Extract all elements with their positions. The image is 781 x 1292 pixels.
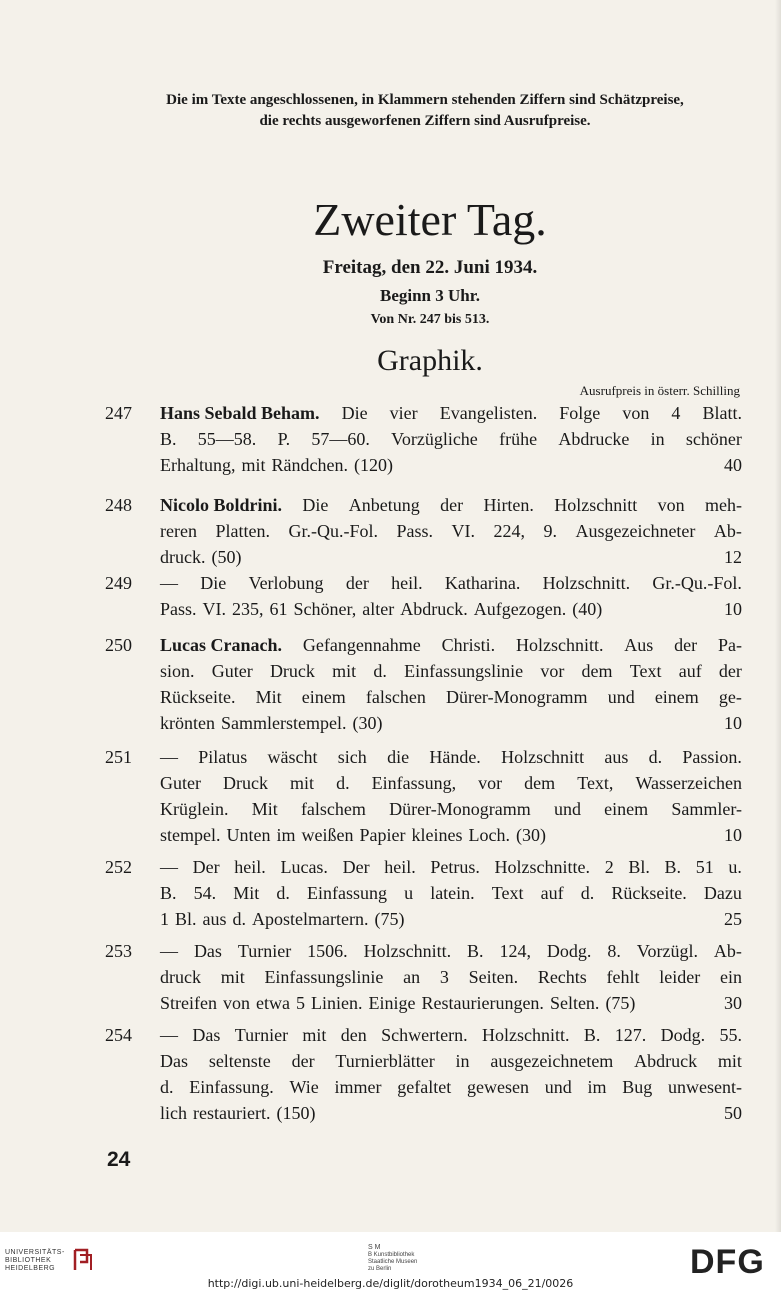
lot-text-line bbox=[160, 400, 742, 426]
lot-number: 249 bbox=[105, 573, 132, 593]
lot-starting-price: 25 bbox=[724, 909, 742, 929]
museum-logo-line: B Kunstbibliothek bbox=[368, 1252, 415, 1258]
lot-word: mit bbox=[220, 967, 245, 987]
lot-text-line bbox=[160, 518, 742, 544]
lot-word: Pa- bbox=[717, 635, 742, 655]
lot-word: Abdruck. bbox=[400, 599, 468, 619]
lot-word: VI. bbox=[202, 599, 227, 619]
lot-word: 5 bbox=[295, 993, 305, 1013]
lot-word: 55—58. bbox=[197, 429, 257, 449]
lot-word: — bbox=[160, 573, 178, 593]
lot-word: Aufgezogen. bbox=[473, 599, 567, 619]
lot-word: heil. bbox=[234, 857, 266, 877]
lot-description bbox=[160, 854, 742, 932]
lot-word: der bbox=[345, 573, 369, 593]
lot-number: 251 bbox=[105, 747, 132, 767]
lot-word: 61 bbox=[269, 599, 288, 619]
lot-word: Abdruck bbox=[634, 1051, 698, 1071]
lot-word: gefaltet bbox=[397, 1077, 452, 1097]
lot-word: seltenste bbox=[208, 1051, 271, 1071]
lot-word: Mit bbox=[255, 687, 282, 707]
lot-word: Holzschnitt bbox=[501, 747, 585, 767]
lot-word: (150) bbox=[276, 1103, 316, 1123]
header-note-line-2: die rechts ausgeworfenen Ziffern sind Ausrufpreise. bbox=[259, 113, 591, 129]
lot-word: 55. bbox=[719, 1025, 742, 1045]
header-note-line-1: Die im Texte angeschlossenen, in Klammern stehenden Ziffern sind Schätzpreise, bbox=[166, 92, 684, 108]
lot-word: restauriert. bbox=[193, 1103, 271, 1123]
lot-word: Lucas. bbox=[280, 857, 328, 877]
lot-word: und bbox=[544, 1077, 572, 1097]
auction-date: Freitag, den 22. Juni 1934. bbox=[322, 257, 538, 278]
lot-word: d. bbox=[373, 661, 387, 681]
lot-word: B. bbox=[160, 429, 177, 449]
lot-word: 9. bbox=[543, 521, 557, 541]
lot-text-line bbox=[160, 452, 742, 478]
lot-word: 224, bbox=[493, 521, 525, 541]
lot-text-line bbox=[160, 822, 742, 848]
lot-word: Einfassung, bbox=[371, 773, 457, 793]
lot-word: druck. bbox=[160, 547, 206, 567]
lot-word: Der bbox=[342, 857, 370, 877]
lot-word: Rechts bbox=[537, 967, 587, 987]
lot-word: falschem bbox=[300, 799, 366, 819]
lot-word: mit bbox=[717, 1051, 742, 1071]
lot-word: d. bbox=[232, 909, 247, 929]
lot-word: d. bbox=[276, 883, 290, 903]
lot-word: Einfassung bbox=[306, 883, 387, 903]
lot-text-line bbox=[160, 1022, 742, 1048]
lot-word: Sammlerstempel. bbox=[220, 713, 347, 733]
lot-word: ge- bbox=[718, 687, 742, 707]
lot-word: vier bbox=[389, 403, 418, 423]
lot-word: Rückseite. bbox=[160, 687, 236, 707]
lot-word: latein. bbox=[430, 883, 475, 903]
lot-word: Text bbox=[491, 883, 524, 903]
museum-logo[interactable] bbox=[368, 1244, 417, 1273]
lot-word: gewesen bbox=[466, 1077, 529, 1097]
lot-description bbox=[160, 632, 742, 736]
lot-word: falschen bbox=[365, 687, 426, 707]
lot-text-line bbox=[160, 710, 742, 736]
lot-word: Wasserzeichen bbox=[635, 773, 742, 793]
day-title: Zweiter Tag. bbox=[313, 194, 547, 245]
lot-word: B. bbox=[160, 883, 177, 903]
lot-word: Holzschnitte. bbox=[494, 857, 591, 877]
lot-text-line bbox=[160, 658, 742, 684]
lot-word: Hände. bbox=[429, 747, 481, 767]
lot-word: reren bbox=[160, 521, 197, 541]
page-edge-shadow bbox=[775, 0, 781, 1232]
lot-word: Holzschnitt. bbox=[515, 635, 604, 655]
lot-word: B. bbox=[583, 1025, 601, 1045]
lot-word: Turnier bbox=[237, 941, 292, 961]
lot-word: Loch. bbox=[468, 825, 510, 845]
lot-word: 51 bbox=[695, 857, 714, 877]
lot-word: den bbox=[340, 1025, 367, 1045]
lot-word: 8. bbox=[607, 941, 621, 961]
lot-description bbox=[160, 938, 742, 1016]
lot-word: 54. bbox=[193, 883, 217, 903]
lot-word: Einige bbox=[368, 993, 416, 1013]
lot-word: der bbox=[440, 495, 464, 515]
lot-word: in bbox=[650, 429, 665, 449]
lot-number: 248 bbox=[105, 495, 132, 515]
lot-word: Wie bbox=[289, 1077, 319, 1097]
lot-word: fehlt bbox=[606, 967, 640, 987]
lot-word: Apostelmartern. bbox=[252, 909, 369, 929]
lot-word: P. bbox=[277, 429, 291, 449]
lot-text-line bbox=[160, 492, 742, 518]
lot-word: ein bbox=[719, 967, 742, 987]
lot-word: 2 bbox=[604, 857, 614, 877]
lot-word: alter bbox=[362, 599, 395, 619]
permalink-url[interactable]: http://digi.ub.uni-heidelberg.de/diglit/dorotheum1934_06_21/0026 bbox=[207, 1277, 574, 1290]
museum-logo-line: zu Berlin bbox=[368, 1266, 392, 1272]
lot-word: Holzschnitt. bbox=[363, 941, 452, 961]
lot-word: der bbox=[291, 1051, 315, 1071]
lot-description bbox=[160, 400, 742, 478]
lot-word: mit bbox=[302, 1025, 327, 1045]
lot-word: u. bbox=[728, 857, 742, 877]
lot-number: 252 bbox=[105, 857, 132, 877]
lot-word: aus bbox=[604, 747, 629, 767]
lot-word: Sammler- bbox=[671, 799, 742, 819]
lot-text-line bbox=[160, 570, 742, 596]
lot-word: 235, bbox=[232, 599, 264, 619]
lot-word: Dodg. bbox=[546, 941, 592, 961]
lot-word: von bbox=[622, 403, 650, 423]
section-title: Graphik. bbox=[377, 344, 483, 377]
lot-word: d. bbox=[336, 773, 350, 793]
lot-word: Erhaltung, bbox=[160, 455, 236, 475]
lot-word: Gr.-Qu.-Fol. bbox=[652, 573, 742, 593]
lot-starting-price: 12 bbox=[724, 547, 742, 567]
lot-word: (75) bbox=[605, 993, 636, 1013]
lot-number: 247 bbox=[105, 403, 132, 423]
lot-word: Pass. bbox=[160, 599, 197, 619]
lot-word: (120) bbox=[353, 455, 393, 475]
lot-word: Hirten. bbox=[483, 495, 534, 515]
lot-word: Gr.-Qu.-Fol. bbox=[288, 521, 378, 541]
lot-word: Einfassungslinie bbox=[404, 661, 524, 681]
lot-word: Ab- bbox=[713, 941, 742, 961]
lot-word: (30) bbox=[352, 713, 383, 733]
lot-text-line bbox=[160, 596, 742, 622]
lot-word: Guter bbox=[211, 661, 253, 681]
lot-text-line bbox=[160, 426, 742, 452]
lot-word: und bbox=[553, 799, 581, 819]
lot-number: 250 bbox=[105, 635, 132, 655]
lot-word: Restaurierungen. bbox=[421, 993, 544, 1013]
lot-word: Guter bbox=[160, 773, 201, 793]
lot-word: Blatt. bbox=[702, 403, 742, 423]
lot-word: weißen bbox=[301, 825, 354, 845]
lot-text-line bbox=[160, 632, 742, 658]
lot-word: Das bbox=[160, 1051, 188, 1071]
lot-word: einem bbox=[654, 687, 699, 707]
lot-word: Anbetung bbox=[348, 495, 420, 515]
lot-word: Vorzügliche bbox=[391, 429, 478, 449]
lot-word: Text bbox=[629, 661, 662, 681]
lot-word: 1506. bbox=[307, 941, 348, 961]
lot-word: Ausgezeichneter bbox=[575, 521, 696, 541]
lot-word: dem bbox=[581, 661, 613, 681]
lot-word: Christi. bbox=[441, 635, 496, 655]
lot-artist: Lucas Cranach. bbox=[160, 635, 283, 655]
museum-logo-line: S M bbox=[368, 1244, 381, 1251]
lot-starting-price: 30 bbox=[724, 993, 742, 1013]
lot-word: — bbox=[160, 747, 178, 767]
lot-word: Passion. bbox=[682, 747, 742, 767]
lot-word: d. bbox=[648, 747, 663, 767]
lot-word: krönten bbox=[160, 713, 215, 733]
lot-word: Der bbox=[192, 857, 220, 877]
lot-word: unwesent- bbox=[668, 1077, 742, 1097]
lot-text-line bbox=[160, 744, 742, 770]
lot-word: 4 bbox=[671, 403, 681, 423]
lot-starting-price: 50 bbox=[724, 1103, 742, 1123]
lot-word: Einfassung. bbox=[189, 1077, 274, 1097]
lot-word: etwa bbox=[255, 993, 290, 1013]
lot-word: im bbox=[587, 1077, 607, 1097]
lot-word: sich bbox=[337, 747, 367, 767]
lot-word: — bbox=[160, 857, 178, 877]
lot-word: schöner bbox=[685, 429, 742, 449]
lot-word: und bbox=[607, 687, 635, 707]
lot-word: immer bbox=[334, 1077, 382, 1097]
lot-word: Pilatus bbox=[198, 747, 248, 767]
lot-description bbox=[160, 744, 742, 848]
library-logo-line: HEIDELBERG bbox=[5, 1265, 56, 1272]
lot-word: mit bbox=[241, 455, 266, 475]
lot-word: mit bbox=[332, 661, 357, 681]
lot-word: auf bbox=[678, 661, 702, 681]
lot-word: Seiten. bbox=[468, 967, 519, 987]
lot-word: Pass. bbox=[396, 521, 433, 541]
lot-word: Schöner, bbox=[293, 599, 357, 619]
lot-word: Holzschnitt. bbox=[542, 573, 631, 593]
lot-word: Evangelisten. bbox=[439, 403, 538, 423]
lot-word: B. bbox=[467, 941, 484, 961]
lot-word: Dürer-Monogramm bbox=[445, 687, 588, 707]
lot-text-line bbox=[160, 938, 742, 964]
lot-word: (30) bbox=[515, 825, 546, 845]
lot-word: Selten. bbox=[549, 993, 600, 1013]
lot-word: heil. bbox=[391, 573, 423, 593]
lot-word: Abdrucke bbox=[558, 429, 630, 449]
lot-word: Unten bbox=[226, 825, 271, 845]
library-logo-line: BIBLIOTHEK bbox=[5, 1257, 52, 1264]
lot-word: der bbox=[718, 661, 742, 681]
lot-word: Gefangennahme bbox=[302, 635, 421, 655]
lot-word: Dürer-Monogramm bbox=[389, 799, 531, 819]
lot-word: Das bbox=[193, 941, 222, 961]
lot-artist: Hans Sebald Beham. bbox=[160, 403, 320, 423]
lot-text-line bbox=[160, 964, 742, 990]
lot-word: Papier bbox=[359, 825, 406, 845]
lot-word: B. bbox=[664, 857, 682, 877]
lot-word: Die bbox=[341, 403, 368, 423]
lot-word: aus bbox=[202, 909, 227, 929]
lot-word: von bbox=[657, 495, 685, 515]
lot-word: 1 bbox=[160, 909, 169, 929]
lot-word: in bbox=[455, 1051, 470, 1071]
lot-word: Petrus. bbox=[430, 857, 480, 877]
lot-text-line bbox=[160, 1048, 742, 1074]
header-note bbox=[95, 90, 755, 132]
lot-text-line bbox=[160, 854, 742, 880]
lot-word: Vorzügl. bbox=[636, 941, 698, 961]
dfg-logo[interactable]: DFG bbox=[690, 1243, 765, 1281]
lot-word: u bbox=[404, 883, 414, 903]
lot-word: 57—60. bbox=[311, 429, 370, 449]
lot-description bbox=[160, 570, 742, 622]
lot-word: Turnierblätter bbox=[335, 1051, 435, 1071]
lot-word: Das bbox=[192, 1025, 221, 1045]
lot-description bbox=[160, 492, 742, 570]
lot-text-line bbox=[160, 990, 742, 1016]
lot-number: 254 bbox=[105, 1025, 132, 1045]
lot-text-line bbox=[160, 906, 742, 932]
lot-word: stempel. bbox=[160, 825, 221, 845]
lot-text-line bbox=[160, 684, 742, 710]
lot-starting-price: 10 bbox=[724, 599, 742, 619]
lot-word: VI. bbox=[451, 521, 475, 541]
lot-word: d. bbox=[580, 883, 595, 903]
lot-word: Katharina. bbox=[444, 573, 521, 593]
museum-logo-line: Staatliche Museen bbox=[368, 1259, 418, 1265]
lot-word: Ab- bbox=[713, 521, 742, 541]
lot-word: Turnier bbox=[234, 1025, 289, 1045]
lot-word: Mit bbox=[233, 883, 260, 903]
lot-word: Krüglein. bbox=[160, 799, 229, 819]
lot-word: Holzschnitt bbox=[554, 495, 638, 515]
price-column-label: Ausrufpreis in österr. Schilling bbox=[579, 383, 740, 398]
lot-word: Rändchen. bbox=[271, 455, 348, 475]
lot-text-line bbox=[160, 1074, 742, 1100]
lot-word: der bbox=[674, 635, 698, 655]
lot-word: Die bbox=[302, 495, 329, 515]
lot-word: (50) bbox=[211, 547, 242, 567]
lot-word: leider bbox=[659, 967, 701, 987]
lot-word: Die bbox=[200, 573, 227, 593]
lot-text-line bbox=[160, 544, 742, 570]
lot-word: Bl. bbox=[628, 857, 650, 877]
lot-word: wäscht bbox=[267, 747, 318, 767]
lot-word: vor bbox=[478, 773, 503, 793]
lot-word: ausgezeichnetem bbox=[490, 1051, 614, 1071]
lot-word: Text, bbox=[577, 773, 614, 793]
lot-text-line bbox=[160, 796, 742, 822]
lot-word: Rückseite. bbox=[611, 883, 687, 903]
page-number: 24 bbox=[107, 1148, 131, 1171]
lot-word: Schwertern. bbox=[381, 1025, 468, 1045]
lot-word: — bbox=[160, 941, 178, 961]
lot-word: Linien. bbox=[310, 993, 363, 1013]
lot-word: Aus bbox=[624, 635, 654, 655]
lot-word: (40) bbox=[572, 599, 603, 619]
lot-word: Druck bbox=[269, 661, 315, 681]
auction-start-time: Beginn 3 Uhr. bbox=[380, 286, 480, 305]
lot-word: 127. bbox=[614, 1025, 647, 1045]
lot-word: Streifen bbox=[160, 993, 217, 1013]
lot-word: die bbox=[387, 747, 410, 767]
lot-word: lich bbox=[160, 1103, 187, 1123]
lot-word: Druck bbox=[223, 773, 268, 793]
lot-text-line bbox=[160, 880, 742, 906]
lot-word: (75) bbox=[374, 909, 405, 929]
lot-word: Bug bbox=[622, 1077, 653, 1097]
lot-word: Holzschnitt. bbox=[481, 1025, 570, 1045]
lot-word: Einfassungslinie bbox=[264, 967, 384, 987]
lot-word: 3 bbox=[439, 967, 449, 987]
lot-word: Dodg. bbox=[660, 1025, 706, 1045]
lot-word: von bbox=[222, 993, 250, 1013]
lot-word: druck bbox=[160, 967, 201, 987]
lot-word: d. bbox=[160, 1077, 174, 1097]
lot-starting-price: 10 bbox=[724, 825, 742, 845]
lot-word: mit bbox=[290, 773, 315, 793]
lot-description bbox=[160, 1022, 742, 1126]
lot-word: an bbox=[403, 967, 421, 987]
lot-word: Verlobung bbox=[248, 573, 324, 593]
library-emblem-icon bbox=[72, 1246, 94, 1274]
lot-number: 253 bbox=[105, 941, 132, 961]
lot-word: einem bbox=[301, 687, 346, 707]
lot-word: heil. bbox=[384, 857, 416, 877]
lot-word: Platten. bbox=[215, 521, 270, 541]
lot-word: meh- bbox=[705, 495, 742, 515]
lot-artist: Nicolo Boldrini. bbox=[160, 495, 283, 515]
lot-word: kleines bbox=[411, 825, 463, 845]
lot-starting-price: 10 bbox=[724, 713, 742, 733]
lot-word: Bl. bbox=[175, 909, 197, 929]
lot-word: einem bbox=[604, 799, 649, 819]
lot-starting-price: 40 bbox=[724, 455, 742, 475]
lot-text-line bbox=[160, 770, 742, 796]
lot-text-line bbox=[160, 1100, 742, 1126]
lot-word: im bbox=[276, 825, 296, 845]
lot-word: dem bbox=[524, 773, 556, 793]
lot-word: 124, bbox=[499, 941, 531, 961]
library-logo[interactable] bbox=[5, 1249, 65, 1273]
lot-word: sion. bbox=[160, 661, 195, 681]
lot-word: vor bbox=[540, 661, 565, 681]
lot-word: Dazu bbox=[703, 883, 742, 903]
lot-word: Folge bbox=[559, 403, 601, 423]
lot-word: Mit bbox=[251, 799, 278, 819]
library-logo-line: UNIVERSITÄTS- bbox=[5, 1249, 65, 1256]
lot-word: auf bbox=[540, 883, 564, 903]
lot-word: — bbox=[160, 1025, 178, 1045]
lot-word: frühe bbox=[499, 429, 538, 449]
lot-range: Von Nr. 247 bis 513. bbox=[370, 312, 490, 327]
